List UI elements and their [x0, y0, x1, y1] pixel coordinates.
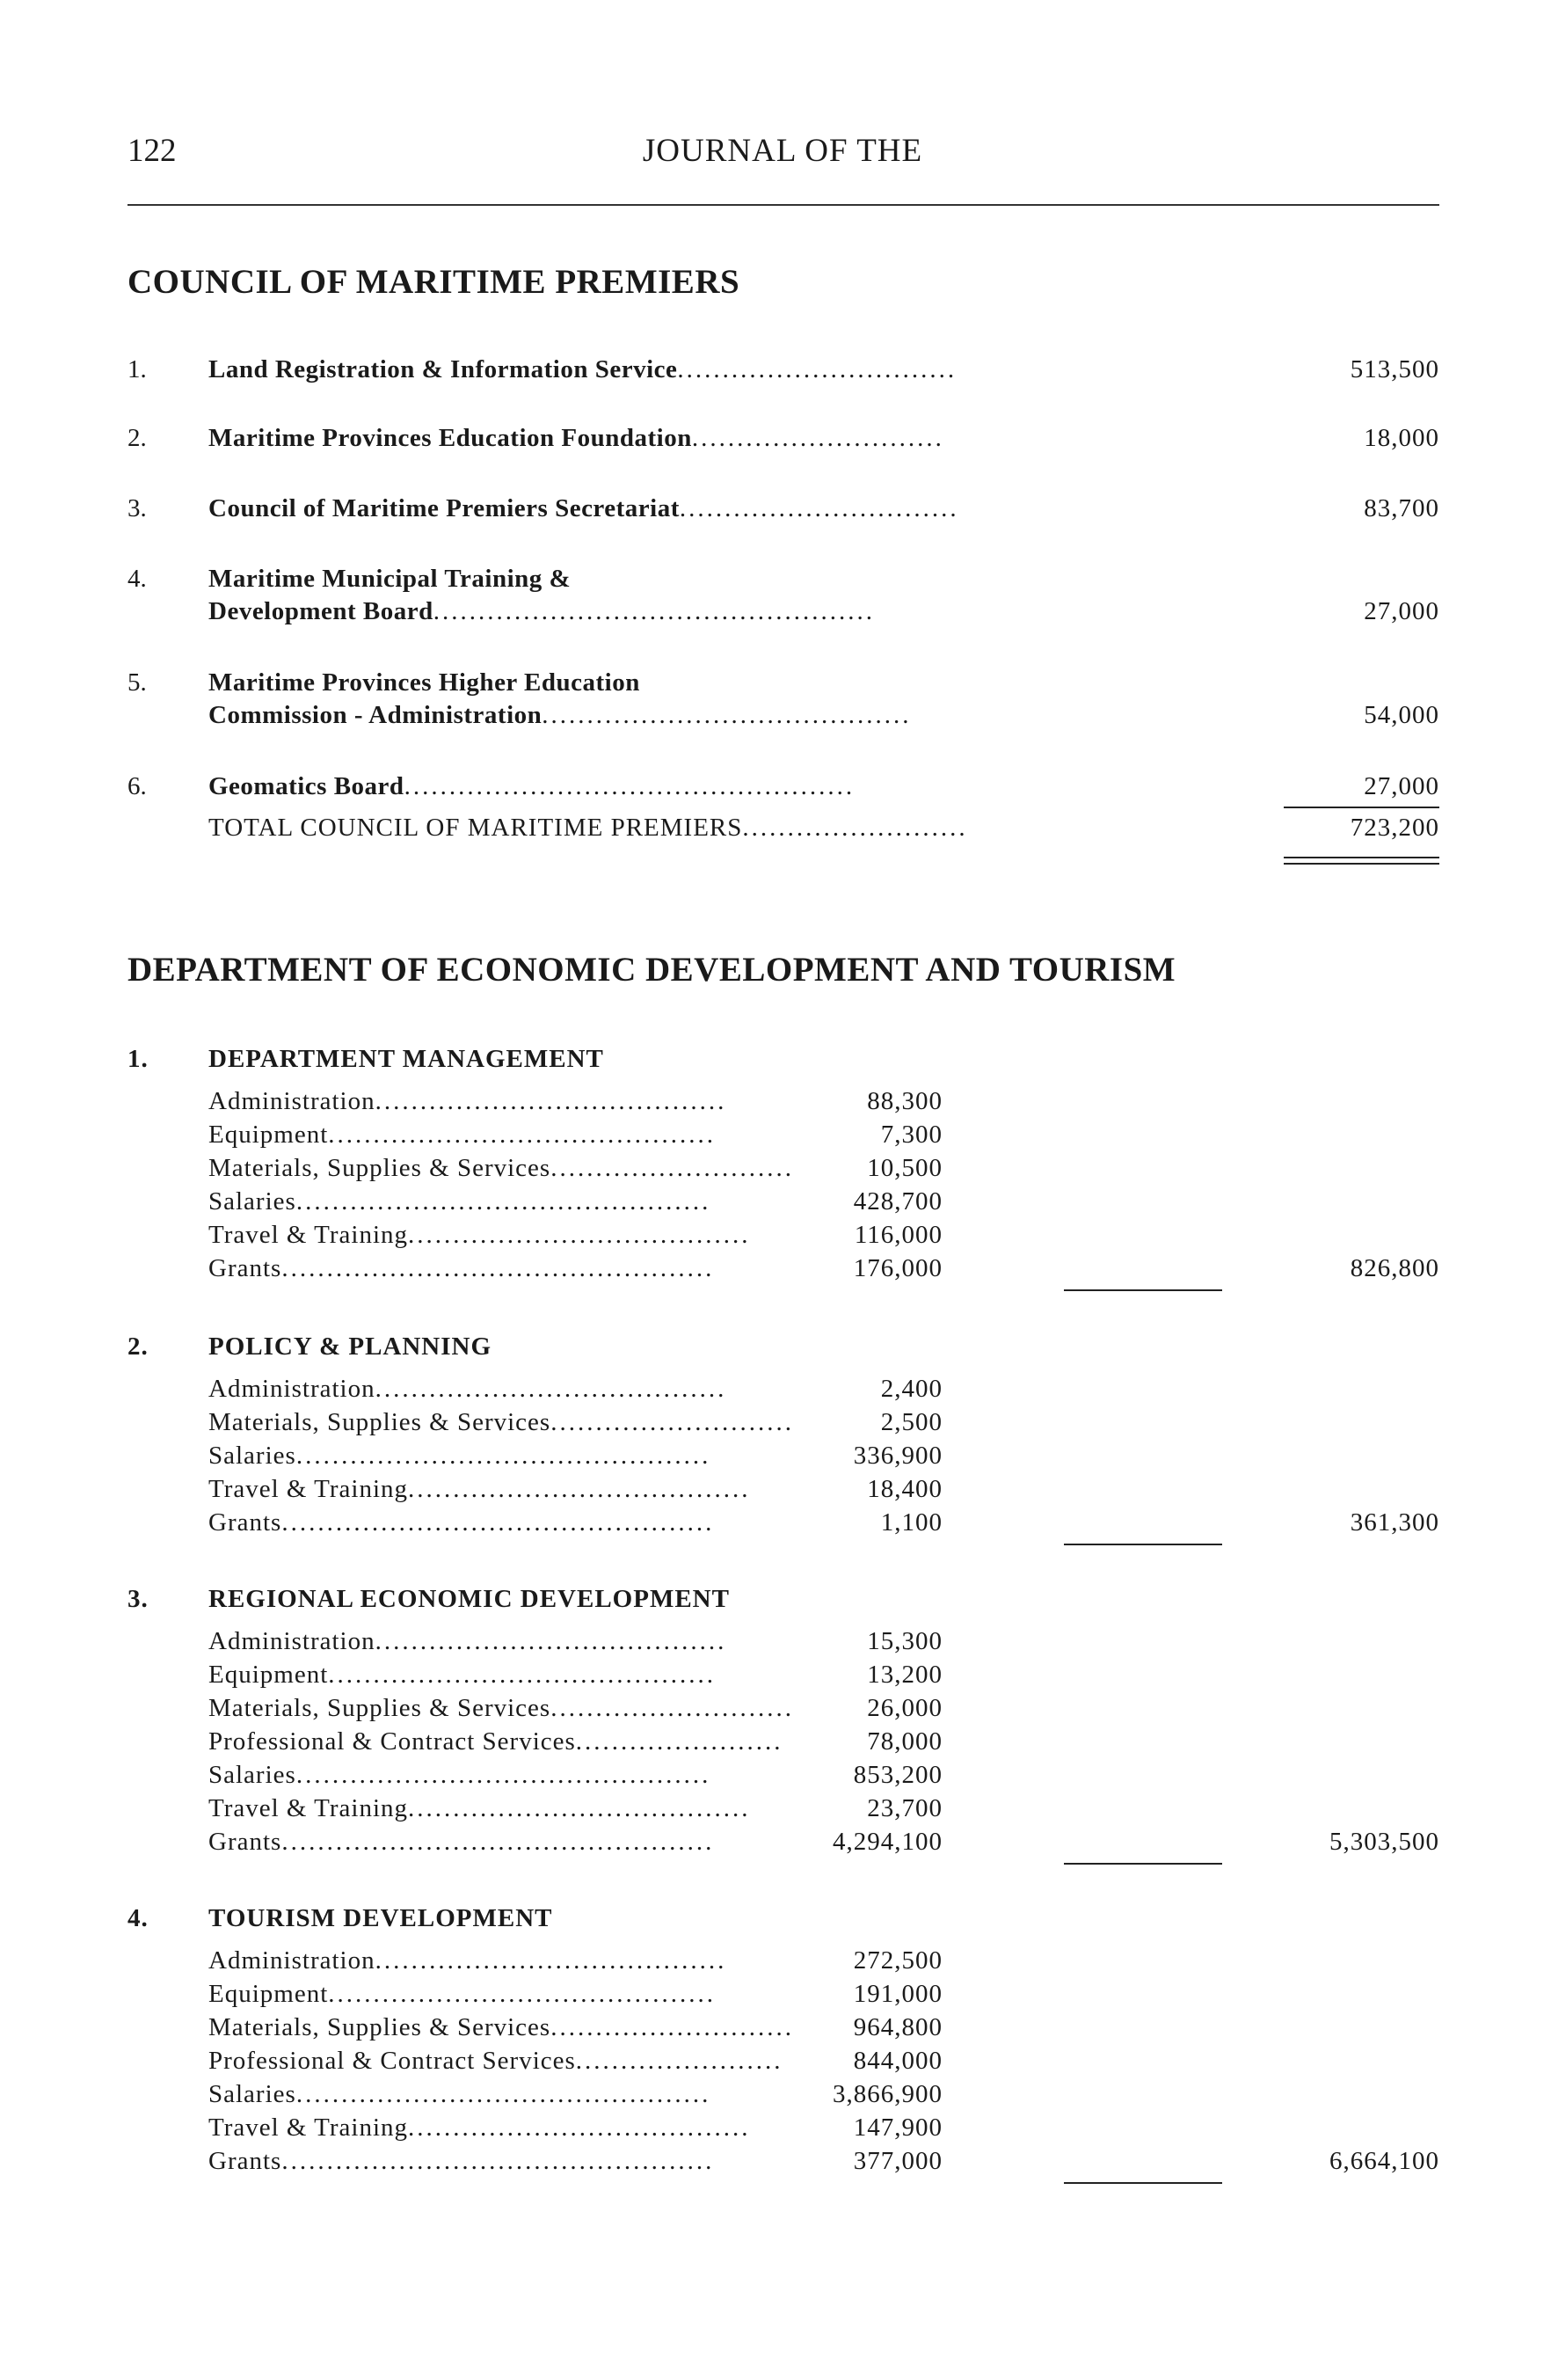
line-item: Administration....................................... 2,400	[208, 1375, 943, 1403]
line-item-amount: 1,100	[880, 1508, 943, 1537]
line-item-amount: 853,200	[853, 1761, 943, 1789]
line-item-label: Grants	[208, 1828, 282, 1856]
line-item-amount: 13,200	[867, 1661, 943, 1689]
item-label: Land Registration & Information Service...............................	[208, 355, 958, 383]
subtotal-rule	[1064, 1863, 1222, 1865]
item-amount: 54,000	[1364, 701, 1439, 729]
item-amount: 83,700	[1364, 494, 1439, 522]
line-item-amount: 377,000	[853, 2147, 943, 2175]
subtotal-rule	[1284, 807, 1439, 808]
line-item-amount: 4,294,100	[833, 1828, 943, 1856]
line-item-label: Administration	[208, 1946, 375, 1975]
department-subsection	[127, 1332, 1439, 1570]
line-item-label: Equipment	[208, 1121, 329, 1149]
line-item: Administration....................................... 88,300	[208, 1087, 943, 1115]
line-item: Salaries.............................................. 336,900	[208, 1442, 943, 1470]
line-item-amount: 116,000	[854, 1221, 943, 1249]
subsection-name: REGIONAL ECONOMIC DEVELOPMENT	[208, 1585, 730, 1613]
item-label: Maritime Municipal Training &	[208, 565, 572, 593]
line-item: Equipment........................................... 7,300	[208, 1121, 943, 1149]
line-item-label: Equipment	[208, 1661, 329, 1689]
line-item-amount: 191,000	[853, 1980, 943, 2008]
line-item-amount: 272,500	[853, 1946, 943, 1975]
subsection-name: DEPARTMENT MANAGEMENT	[208, 1045, 604, 1073]
line-item-amount: 88,300	[867, 1087, 943, 1115]
line-item: Professional & Contract Services....................... 844,000	[208, 2047, 943, 2075]
line-item-label: Professional & Contract Services	[208, 1727, 576, 1756]
line-item-amount: 2,500	[880, 1408, 943, 1436]
line-item: Grants................................................ 1,100	[208, 1508, 943, 1537]
subsection-number: 2.	[127, 1332, 149, 1361]
line-item-label: Salaries	[208, 2080, 296, 2108]
line-item-label: Materials, Supplies & Services	[208, 1154, 551, 1182]
line-item-amount: 18,400	[867, 1475, 943, 1503]
total-double-rule-bottom	[1284, 863, 1439, 865]
subsection-total: 6,664,100	[1329, 2147, 1439, 2175]
line-item: Grants................................................ 176,000	[208, 1254, 943, 1282]
item-label-continued: Commission - Administration.........................................	[208, 701, 912, 729]
department-subsection	[127, 1045, 1439, 1309]
line-item: Materials, Supplies & Services........................... 2,500	[208, 1408, 943, 1436]
subsection-total: 826,800	[1350, 1254, 1439, 1282]
line-item: Grants................................................ 377,000	[208, 2147, 943, 2175]
subsection-total: 5,303,500	[1329, 1828, 1439, 1856]
header-rule	[127, 204, 1439, 206]
line-item-amount: 78,000	[867, 1727, 943, 1756]
subsection-number: 1.	[127, 1045, 149, 1073]
line-item-amount: 15,300	[867, 1627, 943, 1655]
line-item: Salaries.............................................. 853,200	[208, 1761, 943, 1789]
line-item-amount: 844,000	[853, 2047, 943, 2075]
line-item: Administration....................................... 15,300	[208, 1627, 943, 1655]
subsection-total: 361,300	[1350, 1508, 1439, 1537]
item-amount: 27,000	[1364, 597, 1439, 625]
line-item-label: Administration	[208, 1087, 375, 1115]
line-item-label: Travel & Training	[208, 2114, 409, 2142]
line-item-label: Professional & Contract Services	[208, 2047, 576, 2075]
item-number: 2.	[127, 424, 147, 452]
item-number: 1.	[127, 355, 147, 383]
line-item-label: Grants	[208, 1254, 282, 1282]
line-item: Administration....................................... 272,500	[208, 1946, 943, 1975]
line-item: Equipment........................................... 191,000	[208, 1980, 943, 2008]
line-item: Travel & Training...................................... 116,000	[208, 1221, 943, 1249]
subsection-name: TOURISM DEVELOPMENT	[208, 1904, 553, 1932]
line-item: Grants................................................ 4,294,100	[208, 1828, 943, 1856]
item-label: Geomatics Board..................................................	[208, 772, 856, 800]
subsection-number: 3.	[127, 1585, 149, 1613]
line-item-label: Salaries	[208, 1187, 296, 1216]
line-item-label: Materials, Supplies & Services	[208, 1408, 551, 1436]
line-item-amount: 176,000	[853, 1254, 943, 1282]
line-item-label: Materials, Supplies & Services	[208, 2013, 551, 2041]
line-item-amount: 26,000	[867, 1694, 943, 1722]
line-item-amount: 3,866,900	[833, 2080, 943, 2108]
line-item: Materials, Supplies & Services........................... 26,000	[208, 1694, 943, 1722]
journal-title: JOURNAL OF THE	[642, 133, 923, 169]
total-label: TOTAL COUNCIL OF MARITIME PREMIERS.........................	[208, 814, 968, 842]
item-label: Maritime Provinces Education Foundation............................	[208, 424, 944, 452]
line-item-label: Salaries	[208, 1761, 296, 1789]
total-amount: 723,200	[1350, 814, 1439, 842]
line-item: Travel & Training...................................... 147,900	[208, 2114, 943, 2142]
department-section-title: DEPARTMENT OF ECONOMIC DEVELOPMENT AND TOURISM	[127, 951, 1176, 989]
subtotal-rule	[1064, 2182, 1222, 2184]
item-number: 5.	[127, 668, 147, 697]
total-double-rule-top	[1284, 857, 1439, 858]
line-item: Materials, Supplies & Services........................... 964,800	[208, 2013, 943, 2041]
council-section-title: COUNCIL OF MARITIME PREMIERS	[127, 263, 740, 301]
line-item: Travel & Training...................................... 23,700	[208, 1794, 943, 1822]
item-amount: 513,500	[1350, 355, 1439, 383]
line-item-label: Materials, Supplies & Services	[208, 1694, 551, 1722]
line-item-amount: 2,400	[880, 1375, 943, 1403]
line-item-label: Travel & Training	[208, 1221, 409, 1249]
line-item-label: Administration	[208, 1627, 375, 1655]
line-item-amount: 964,800	[853, 2013, 943, 2041]
line-item-amount: 23,700	[867, 1794, 943, 1822]
line-item-amount: 336,900	[853, 1442, 943, 1470]
line-item: Salaries.............................................. 428,700	[208, 1187, 943, 1216]
item-label: Maritime Provinces Higher Education	[208, 668, 640, 697]
item-label: Council of Maritime Premiers Secretariat...............................	[208, 494, 959, 522]
line-item-label: Grants	[208, 1508, 282, 1537]
subsection-name: POLICY & PLANNING	[208, 1332, 492, 1361]
item-label-continued: Development Board.................................................	[208, 597, 876, 625]
subtotal-rule	[1064, 1544, 1222, 1545]
line-item-label: Travel & Training	[208, 1794, 409, 1822]
line-item: Professional & Contract Services....................... 78,000	[208, 1727, 943, 1756]
page-number: 122	[127, 133, 177, 169]
item-amount: 18,000	[1364, 424, 1439, 452]
department-subsection	[127, 1904, 1439, 2203]
line-item: Salaries.............................................. 3,866,900	[208, 2080, 943, 2108]
subsection-number: 4.	[127, 1904, 149, 1932]
line-item: Equipment........................................... 13,200	[208, 1661, 943, 1689]
page-header	[127, 132, 1438, 193]
department-subsection	[127, 1585, 1439, 1884]
item-number: 3.	[127, 494, 147, 522]
line-item-label: Grants	[208, 2147, 282, 2175]
subtotal-rule	[1064, 1289, 1222, 1291]
line-item-label: Equipment	[208, 1980, 329, 2008]
line-item: Travel & Training...................................... 18,400	[208, 1475, 943, 1503]
line-item: Materials, Supplies & Services........................... 10,500	[208, 1154, 943, 1182]
line-item-amount: 147,900	[853, 2114, 943, 2142]
line-item-amount: 428,700	[853, 1187, 943, 1216]
item-number: 6.	[127, 772, 147, 800]
line-item-label: Travel & Training	[208, 1475, 409, 1503]
line-item-amount: 7,300	[880, 1121, 943, 1149]
line-item-amount: 10,500	[867, 1154, 943, 1182]
line-item-label: Administration	[208, 1375, 375, 1403]
line-item-label: Salaries	[208, 1442, 296, 1470]
item-amount: 27,000	[1364, 772, 1439, 800]
item-number: 4.	[127, 565, 147, 593]
